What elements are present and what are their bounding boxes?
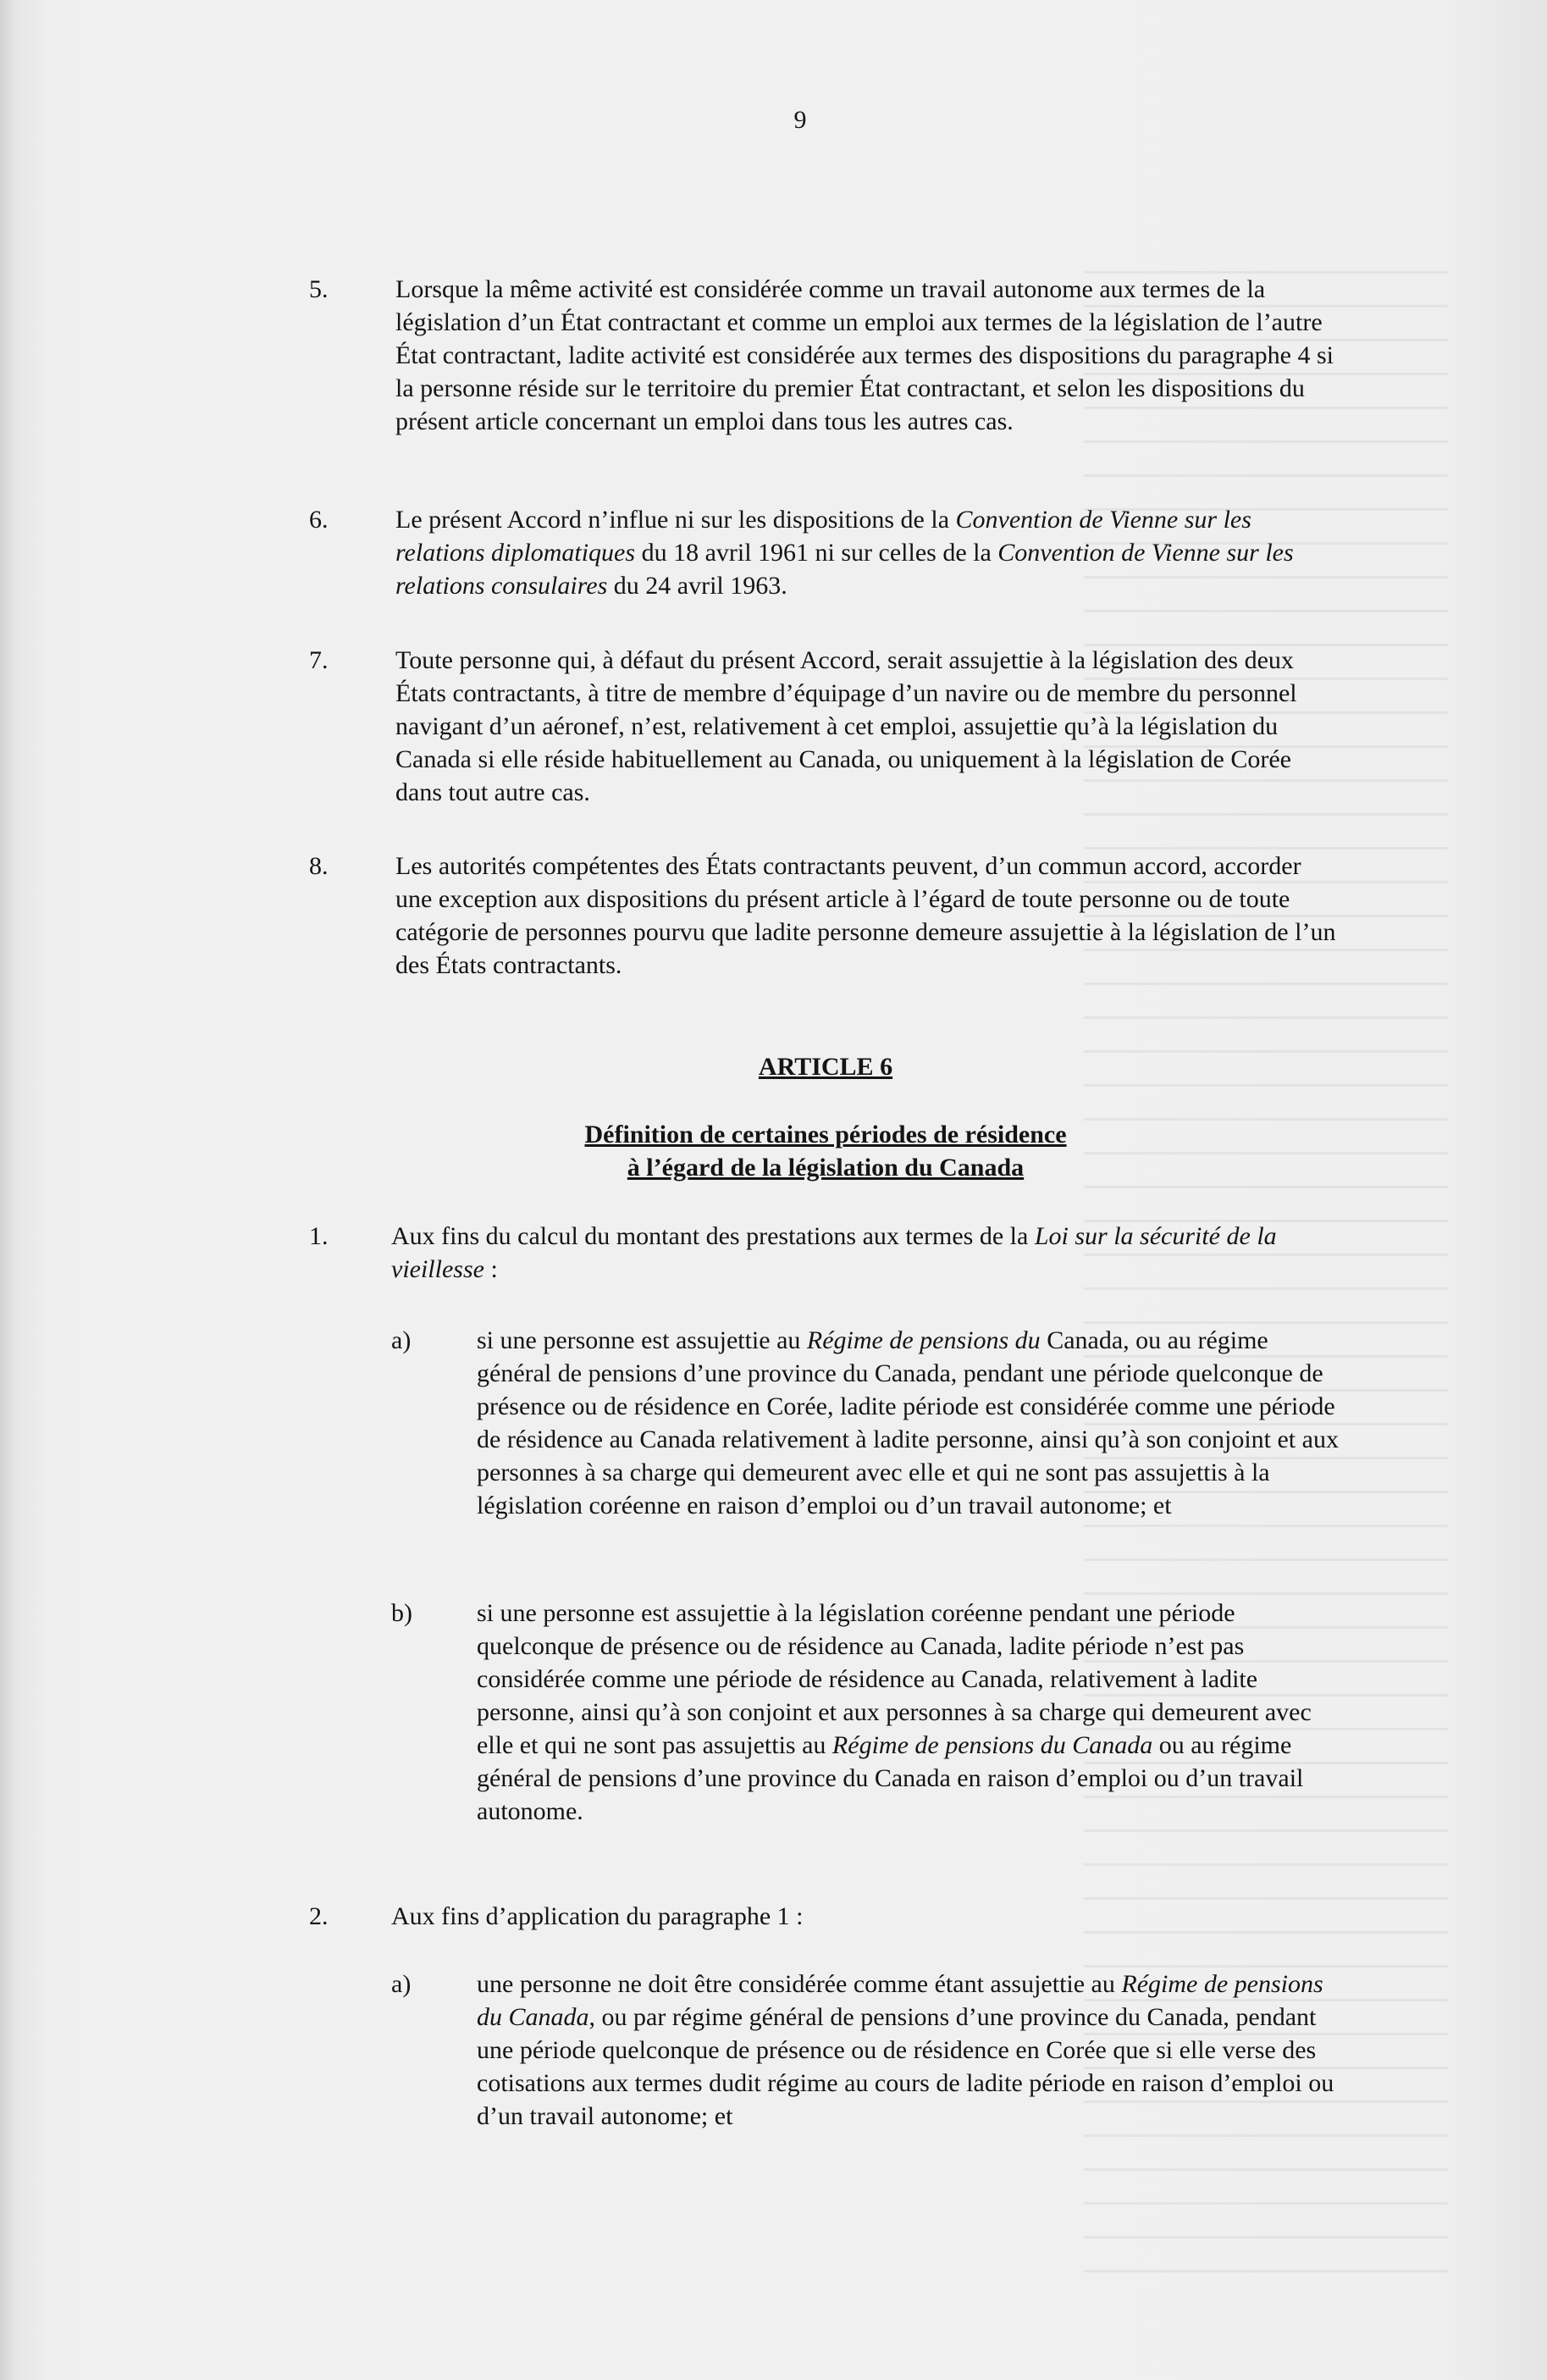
paragraph-number: 5. — [309, 275, 329, 303]
article-subtitle: à l’égard de la législation du Canada — [627, 1154, 1025, 1182]
article-title: ARTICLE 6 — [758, 1053, 893, 1081]
paragraph-6-text: Le présent Accord n’influe ni sur les dispositions de la Convention de Vienne sur les relations diplomatiques du 18 avril 1961 ni sur celles de la Convention de Vienne sur les relations consulaires du 24 avril 1963. — [395, 506, 1294, 600]
paragraph-number: 8. — [309, 852, 329, 880]
subparagraph-1a-text: si une personne est assujettie au Régime de pensions du Canada, ou au régime général de pensions d’une province du Canada, pendant une période quelconque de présence ou de résidence en Corée, ladite période est considérée comme une période de résidence au Canada relativement à ladite personne, ainsi qu’à son conjoint et aux personnes à sa charge qui demeurent avec elle et qui ne sont pas assujettis à la législation coréenne en raison d’emploi ou d’un travail autonome; et — [477, 1326, 1339, 1519]
page-number: 9 — [793, 106, 807, 134]
paragraph-number: 7. — [309, 646, 329, 674]
article-paragraph-2-text: Aux fins d’application du paragraphe 1 : — [391, 1902, 804, 1930]
subparagraph-1b-text: si une personne est assujettie à la législation coréenne pendant une période quelconque de présence ou de résidence au Canada, ladite période n’est pas considérée comme une période de résidence au Canada, relativement à ladite personne, ainsi qu’à son conjoint et aux personnes à sa charge qui demeurent avec elle et qui ne sont pas assujettis au Régime de pensions du Canada ou au régime général de pensions d’une province du Canada en raison d’emploi ou d’un travail autonome. — [477, 1599, 1312, 1825]
article-subtitle: Définition de certaines périodes de résidence — [584, 1121, 1067, 1148]
paragraph-number: 2. — [309, 1902, 329, 1930]
paragraph-8-text: Les autorités compétentes des États contractants peuvent, d’un commun accord, accorder une exception aux dispositions du présent article à l’égard de toute personne ou de toute catégorie de personnes pourvu que ladite personne demeure assujettie à la législation de l’un des États contractants. — [395, 852, 1336, 979]
act-title: Loi sur la sécurité de la vieillesse — [391, 1222, 1277, 1283]
plan-title: Régime de pensions du — [806, 1326, 1041, 1354]
convention-title: Convention de Vienne sur les relations consulaires — [395, 539, 1294, 600]
subparagraph-letter: b) — [391, 1599, 412, 1627]
plan-title: Régime de pensions du Canada — [832, 1731, 1153, 1759]
paragraph-5-text: Lorsque la même activité est considérée comme un travail autonome aux termes de la législation d’un État contractant et comme un emploi aux termes de la législation de l’autre État contractant, ladite activité est considérée aux termes des dispositions du paragraphe 4 si la personne réside sur le territoire du premier État contractant, et selon les dispositions du présent article concernant un emploi dans tous les autres cas. — [395, 275, 1334, 435]
plan-title: Régime de pensions du Canada — [477, 1970, 1323, 2031]
subparagraph-letter: a) — [391, 1326, 412, 1354]
subparagraph-2a-text: une personne ne doit être considérée comme étant assujettie au Régime de pensions du Canada, ou par régime général de pensions d’une province du Canada, pendant une période quelconque de présence ou de résidence en Corée que si elle verse des cotisations aux termes dudit régime au cours de ladite période en raison d’emploi ou d’un travail autonome; et — [477, 1970, 1334, 2130]
paragraph-7-text: Toute personne qui, à défaut du présent Accord, serait assujettie à la législation des deux États contractants, à titre de membre d’équipage d’un navire ou de membre du personnel navigant d’un aéronef, n’est, relativement à cet emploi, assujettie qu’à la législation du Canada si elle réside habituellement au Canada, ou uniquement à la législation de Corée dans tout autre cas. — [395, 646, 1297, 806]
convention-title: Convention de Vienne sur les relations diplomatiques — [395, 506, 1251, 567]
article-paragraph-1-text: Aux fins du calcul du montant des prestations aux termes de la Loi sur la sécurité de la vieillesse : — [391, 1222, 1277, 1283]
paragraph-number: 6. — [309, 506, 329, 534]
subparagraph-letter: a) — [391, 1970, 412, 1998]
paragraph-number: 1. — [309, 1222, 329, 1250]
